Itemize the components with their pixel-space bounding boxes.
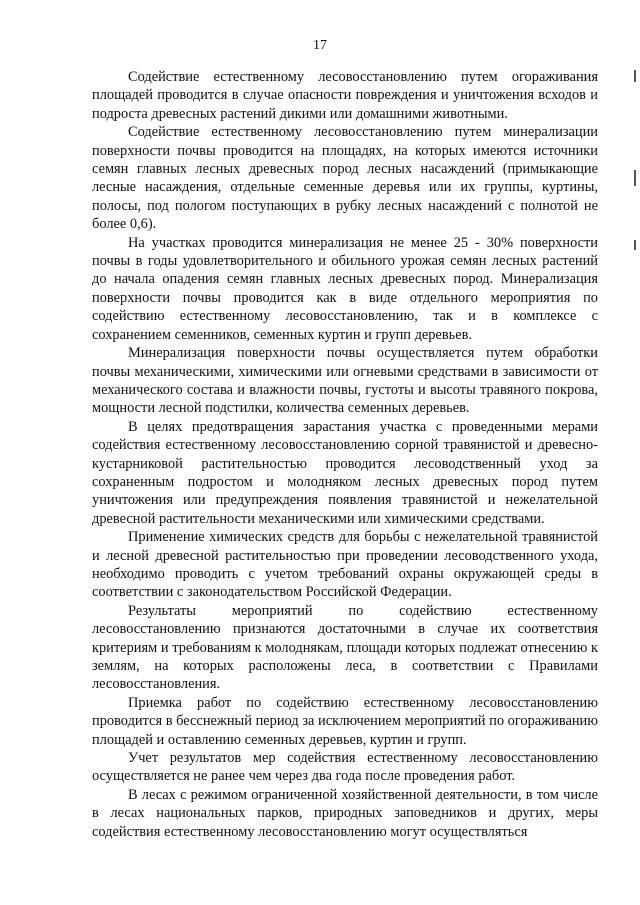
scan-edge-mark xyxy=(634,170,636,186)
scan-edge-mark xyxy=(634,240,636,250)
paragraph-mineralization-rate: На участках проводится минерализация не менее 25 - 30% поверхности почвы в годы удовлетворительного и обильного урожая семян лесных растений до начала опадения семян главных лесных древесных пород. Минерализация поверхности почвы проводится как в виде отдельного мероприятия по содействию естественному лесовосстановлению, так и в комплексе с сохранением семенников, семенных куртин и групп деревьев. xyxy=(92,234,598,343)
paragraph-chemical-use: Применение химических средств для борьбы с нежелательной травянистой и лесной древесной растительностью при проведении лесоводственного ухода, необходимо проводить с учетом требований охраны окружающей среды в соответствии с законодательством Российской Федерации. xyxy=(92,529,598,601)
paragraph-accounting: Учет результатов мер содействия естественному лесовосстановлению осуществляется не ранее чем через два года после проведения работ. xyxy=(92,750,598,785)
paragraph-overgrowth-prevention: В целях предотвращения зарастания участка с проведенными мерами содействия естественному лесовосстановлению сорной травянистой и древесно-кустарниковой растительностью проводится лесоводственный уход за сохраненным подростом и молодняком лесных древесных пород путем уничтожения или предупреждения появления травянистой и нежелательной древесной растительности механическими или химическими средствами. xyxy=(92,418,598,527)
paragraph-fencing: Содействие естественному лесовосстановлению путем огораживания площадей проводится в случае опасности повреждения и уничтожения всходов и подроста древесных растений дикими или домашними животными. xyxy=(92,69,598,122)
paragraph-mineralization-methods: Минерализация поверхности почвы осуществляется путем обработки почвы механическими, химическими или огневыми средствами в зависимости от механического состава и влажности почвы, густоты и высоты травяного покрова, мощности лесной подстилки, количества семенных деревьев. xyxy=(92,345,598,417)
paragraph-acceptance: Приемка работ по содействию естественному лесовосстановлению проводится в бесснежный период за исключением мероприятий по огораживанию площадей и оставлению семенных деревьев, куртин и групп. xyxy=(92,694,598,748)
page-number: 17 xyxy=(313,38,327,53)
scan-edge-mark xyxy=(634,70,636,82)
paragraph-restricted-forests: В лесах с режимом ограниченной хозяйственной деятельности, в том числе в лесах национальных парков, природных заповедников и других, меры содействия естественному лесовосстановлению могут осуществляться xyxy=(92,786,598,840)
document-body xyxy=(92,68,598,841)
paragraph-results: Результаты мероприятий по содействию естественному лесовосстановлению признаются достаточными в случае их соответствия критериям и требованиям к молоднякам, площади которых подлежат отнесению к землям, на которых расположены леса, в соответствии с Правилами лесовосстановления. xyxy=(92,602,598,693)
paragraph-mineralization-areas: Содействие естественному лесовосстановлению путем минерализации поверхности почвы проводится на площадях, на которых имеются источники семян главных лесных древесных пород лесных насаждений (примыкающие лесные насаждения, отдельные семенные деревья или их группы, куртины, полосы, под пологом поступающих в рубку лесных насаждений с полнотой не более 0,6). xyxy=(92,124,598,233)
